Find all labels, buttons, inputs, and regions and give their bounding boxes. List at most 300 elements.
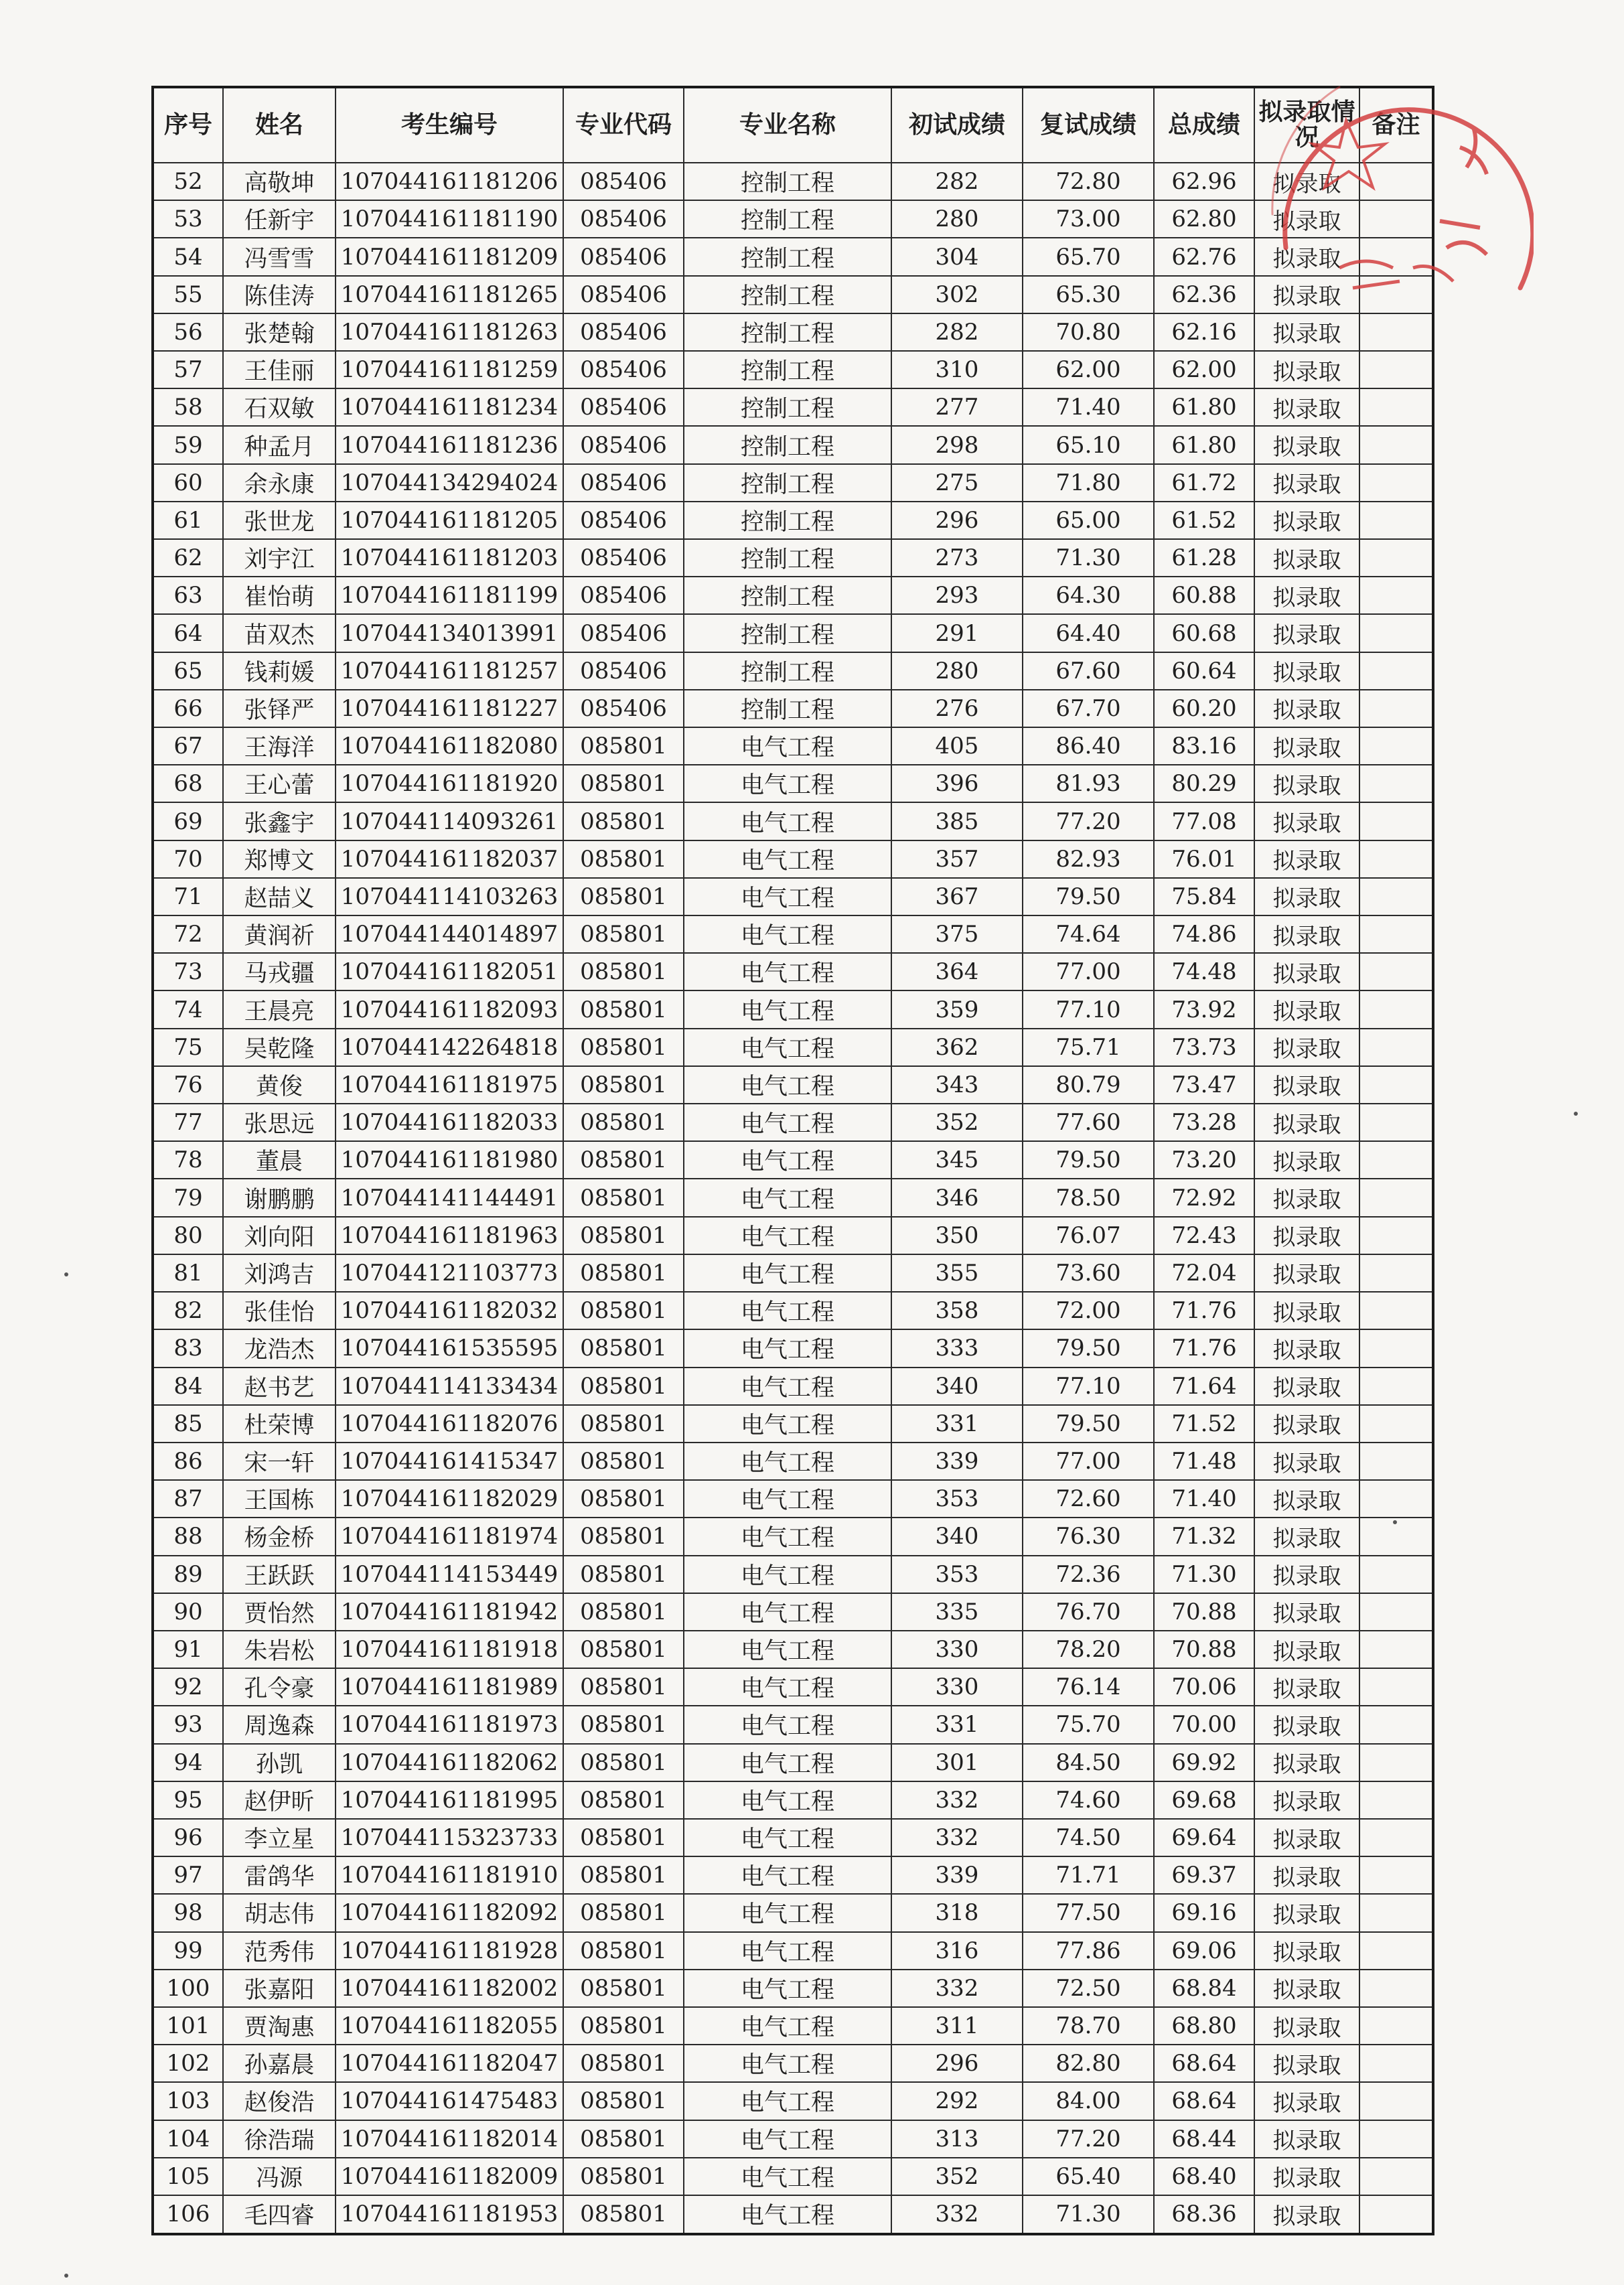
cell-remarks — [1359, 915, 1433, 953]
cell-major-name: 控制工程 — [684, 502, 891, 539]
cell-major-code: 085801 — [563, 990, 684, 1028]
cell-index: 71 — [153, 878, 223, 915]
cell-total-score: 61.80 — [1154, 426, 1254, 463]
cell-index: 87 — [153, 1480, 223, 1518]
cell-initial-score: 353 — [891, 1556, 1023, 1593]
cell-name: 李立星 — [223, 1819, 336, 1856]
cell-major-name: 电气工程 — [684, 1066, 891, 1104]
cell-admission-status: 拟录取 — [1254, 1932, 1359, 1970]
cell-initial-score: 304 — [891, 238, 1023, 275]
cell-total-score: 80.29 — [1154, 765, 1254, 802]
cell-initial-score: 296 — [891, 2045, 1023, 2082]
cell-initial-score: 332 — [891, 1819, 1023, 1856]
cell-total-score: 70.88 — [1154, 1593, 1254, 1631]
cell-index: 95 — [153, 1781, 223, 1819]
cell-major-name: 电气工程 — [684, 2120, 891, 2158]
cell-index: 100 — [153, 1970, 223, 2007]
cell-retest-score: 71.30 — [1023, 2195, 1154, 2234]
table-row — [153, 1819, 1433, 1856]
cell-index: 67 — [153, 727, 223, 765]
cell-initial-score: 345 — [891, 1141, 1023, 1179]
cell-remarks — [1359, 276, 1433, 313]
cell-retest-score: 70.80 — [1023, 313, 1154, 351]
cell-major-code: 085406 — [563, 577, 684, 614]
cell-major-name: 电气工程 — [684, 1254, 891, 1292]
cell-major-code: 085801 — [563, 1518, 684, 1555]
cell-name: 刘向阳 — [223, 1217, 336, 1254]
cell-candidate-id: 107044161182051 — [336, 953, 563, 990]
cell-remarks — [1359, 1254, 1433, 1292]
cell-remarks — [1359, 1819, 1433, 1856]
cell-retest-score: 79.50 — [1023, 1405, 1154, 1443]
cell-major-code: 085801 — [563, 2158, 684, 2195]
cell-remarks — [1359, 2120, 1433, 2158]
cell-admission-status: 拟录取 — [1254, 727, 1359, 765]
cell-major-code: 085801 — [563, 1405, 684, 1443]
cell-initial-score: 280 — [891, 652, 1023, 690]
cell-index: 63 — [153, 577, 223, 614]
cell-admission-status: 拟录取 — [1254, 1029, 1359, 1066]
cell-major-code: 085801 — [563, 915, 684, 953]
cell-admission-status: 拟录取 — [1254, 1480, 1359, 1518]
header-major-name: 专业名称 — [684, 87, 891, 163]
cell-name: 徐浩瑞 — [223, 2120, 336, 2158]
cell-index: 103 — [153, 2082, 223, 2120]
cell-major-code: 085801 — [563, 1932, 684, 1970]
cell-retest-score: 75.70 — [1023, 1706, 1154, 1743]
cell-retest-score: 72.36 — [1023, 1556, 1154, 1593]
table-row — [153, 1066, 1433, 1104]
cell-initial-score: 364 — [891, 953, 1023, 990]
cell-index: 97 — [153, 1856, 223, 1894]
cell-major-name: 电气工程 — [684, 1556, 891, 1593]
header-remarks: 备注 — [1359, 87, 1433, 163]
cell-major-name: 控制工程 — [684, 539, 891, 577]
table-row — [153, 727, 1433, 765]
cell-candidate-id: 107044134013991 — [336, 614, 563, 652]
cell-admission-status: 拟录取 — [1254, 2120, 1359, 2158]
cell-admission-status: 拟录取 — [1254, 1668, 1359, 1706]
cell-initial-score: 375 — [891, 915, 1023, 953]
cell-name: 崔怡萌 — [223, 577, 336, 614]
cell-major-name: 电气工程 — [684, 1518, 891, 1555]
table-row — [153, 2007, 1433, 2045]
cell-name: 杜荣博 — [223, 1405, 336, 1443]
cell-name: 张世龙 — [223, 502, 336, 539]
cell-major-name: 控制工程 — [684, 200, 891, 238]
table-row — [153, 276, 1433, 313]
cell-name: 种孟月 — [223, 426, 336, 463]
cell-total-score: 72.43 — [1154, 1217, 1254, 1254]
scan-speck — [64, 2274, 68, 2278]
cell-retest-score: 84.00 — [1023, 2082, 1154, 2120]
table-row — [153, 1141, 1433, 1179]
cell-admission-status: 拟录取 — [1254, 2158, 1359, 2195]
cell-retest-score: 79.50 — [1023, 1141, 1154, 1179]
cell-major-code: 085801 — [563, 1706, 684, 1743]
header-initial-score: 初试成绩 — [891, 87, 1023, 163]
cell-initial-score: 405 — [891, 727, 1023, 765]
cell-candidate-id: 107044114133434 — [336, 1368, 563, 1405]
cell-candidate-id: 107044115323733 — [336, 1819, 563, 1856]
cell-index: 73 — [153, 953, 223, 990]
table-row — [153, 1254, 1433, 1292]
cell-initial-score: 339 — [891, 1856, 1023, 1894]
cell-index: 83 — [153, 1329, 223, 1367]
cell-name: 马戎疆 — [223, 953, 336, 990]
cell-candidate-id: 107044161182009 — [336, 2158, 563, 2195]
cell-remarks — [1359, 426, 1433, 463]
table-row — [153, 1405, 1433, 1443]
cell-name: 张楚翰 — [223, 313, 336, 351]
cell-candidate-id: 107044161181942 — [336, 1593, 563, 1631]
cell-name: 周逸森 — [223, 1706, 336, 1743]
cell-admission-status: 拟录取 — [1254, 1329, 1359, 1367]
cell-retest-score: 64.30 — [1023, 577, 1154, 614]
cell-retest-score: 82.80 — [1023, 2045, 1154, 2082]
cell-admission-status: 拟录取 — [1254, 388, 1359, 426]
cell-remarks — [1359, 1932, 1433, 1970]
cell-major-name: 电气工程 — [684, 1329, 891, 1367]
cell-candidate-id: 107044161182033 — [336, 1104, 563, 1141]
cell-remarks — [1359, 1744, 1433, 1781]
cell-admission-status: 拟录取 — [1254, 652, 1359, 690]
cell-initial-score: 340 — [891, 1518, 1023, 1555]
table-row — [153, 1856, 1433, 1894]
header-major-code: 专业代码 — [563, 87, 684, 163]
cell-major-code: 085801 — [563, 953, 684, 990]
cell-initial-score: 353 — [891, 1480, 1023, 1518]
cell-total-score: 68.44 — [1154, 2120, 1254, 2158]
cell-remarks — [1359, 802, 1433, 840]
cell-admission-status: 拟录取 — [1254, 1706, 1359, 1743]
cell-candidate-id: 107044114093261 — [336, 802, 563, 840]
cell-admission-status: 拟录取 — [1254, 1970, 1359, 2007]
cell-total-score: 62.80 — [1154, 200, 1254, 238]
cell-total-score: 62.96 — [1154, 163, 1254, 200]
cell-name: 王国栋 — [223, 1480, 336, 1518]
cell-total-score: 70.06 — [1154, 1668, 1254, 1706]
cell-major-code: 085801 — [563, 1781, 684, 1819]
table-row — [153, 802, 1433, 840]
cell-admission-status: 拟录取 — [1254, 238, 1359, 275]
cell-major-name: 电气工程 — [684, 2195, 891, 2234]
cell-major-name: 控制工程 — [684, 163, 891, 200]
cell-admission-status: 拟录取 — [1254, 1593, 1359, 1631]
cell-admission-status: 拟录取 — [1254, 1179, 1359, 1216]
cell-index: 53 — [153, 200, 223, 238]
cell-candidate-id: 107044161181975 — [336, 1066, 563, 1104]
cell-name: 刘鸿吉 — [223, 1254, 336, 1292]
cell-total-score: 73.73 — [1154, 1029, 1254, 1066]
cell-initial-score: 292 — [891, 2082, 1023, 2120]
cell-total-score: 61.28 — [1154, 539, 1254, 577]
cell-admission-status: 拟录取 — [1254, 1066, 1359, 1104]
cell-name: 胡志伟 — [223, 1894, 336, 1931]
cell-admission-status: 拟录取 — [1254, 1141, 1359, 1179]
cell-remarks — [1359, 1368, 1433, 1405]
cell-major-name: 控制工程 — [684, 464, 891, 502]
cell-major-code: 085801 — [563, 1556, 684, 1593]
cell-major-code: 085406 — [563, 652, 684, 690]
cell-major-name: 电气工程 — [684, 1781, 891, 1819]
cell-remarks — [1359, 1894, 1433, 1931]
cell-admission-status: 拟录取 — [1254, 2007, 1359, 2045]
table-row — [153, 765, 1433, 802]
cell-initial-score: 333 — [891, 1329, 1023, 1367]
cell-index: 102 — [153, 2045, 223, 2082]
table-body — [153, 163, 1433, 2234]
table-row — [153, 1217, 1433, 1254]
cell-initial-score: 346 — [891, 1179, 1023, 1216]
cell-remarks — [1359, 1066, 1433, 1104]
cell-index: 66 — [153, 690, 223, 727]
cell-retest-score: 77.20 — [1023, 2120, 1154, 2158]
cell-total-score: 60.64 — [1154, 652, 1254, 690]
header-retest-score: 复试成绩 — [1023, 87, 1154, 163]
cell-index: 85 — [153, 1405, 223, 1443]
cell-name: 黄俊 — [223, 1066, 336, 1104]
cell-candidate-id: 107044144014897 — [336, 915, 563, 953]
cell-admission-status: 拟录取 — [1254, 1631, 1359, 1668]
cell-retest-score: 65.40 — [1023, 2158, 1154, 2195]
table-row — [153, 1932, 1433, 1970]
cell-index: 91 — [153, 1631, 223, 1668]
cell-total-score: 62.76 — [1154, 238, 1254, 275]
cell-index: 60 — [153, 464, 223, 502]
table-row — [153, 1029, 1433, 1066]
cell-remarks — [1359, 2007, 1433, 2045]
cell-admission-status: 拟录取 — [1254, 1368, 1359, 1405]
cell-retest-score: 77.00 — [1023, 1443, 1154, 1480]
cell-retest-score: 74.50 — [1023, 1819, 1154, 1856]
cell-remarks — [1359, 2158, 1433, 2195]
table-row — [153, 652, 1433, 690]
header-index: 序号 — [153, 87, 223, 163]
cell-admission-status: 拟录取 — [1254, 313, 1359, 351]
cell-index: 58 — [153, 388, 223, 426]
cell-total-score: 60.88 — [1154, 577, 1254, 614]
cell-major-code: 085406 — [563, 200, 684, 238]
cell-remarks — [1359, 1631, 1433, 1668]
cell-candidate-id: 107044161181995 — [336, 1781, 563, 1819]
cell-retest-score: 77.10 — [1023, 990, 1154, 1028]
header-total-score: 总成绩 — [1154, 87, 1254, 163]
cell-initial-score: 357 — [891, 840, 1023, 878]
table-row — [153, 426, 1433, 463]
table-row — [153, 2195, 1433, 2234]
cell-retest-score: 65.00 — [1023, 502, 1154, 539]
cell-retest-score: 72.00 — [1023, 1292, 1154, 1329]
table-row — [153, 840, 1433, 878]
cell-name: 张铎严 — [223, 690, 336, 727]
cell-index: 98 — [153, 1894, 223, 1931]
cell-initial-score: 343 — [891, 1066, 1023, 1104]
cell-major-code: 085801 — [563, 1292, 684, 1329]
cell-total-score: 69.37 — [1154, 1856, 1254, 1894]
cell-retest-score: 76.07 — [1023, 1217, 1154, 1254]
scan-speck — [1393, 1520, 1397, 1524]
cell-index: 89 — [153, 1556, 223, 1593]
cell-index: 84 — [153, 1368, 223, 1405]
cell-total-score: 72.92 — [1154, 1179, 1254, 1216]
cell-major-name: 电气工程 — [684, 878, 891, 915]
cell-candidate-id: 107044141144491 — [336, 1179, 563, 1216]
cell-major-name: 电气工程 — [684, 1292, 891, 1329]
table-row — [153, 351, 1433, 388]
cell-major-code: 085801 — [563, 1970, 684, 2007]
cell-index: 76 — [153, 1066, 223, 1104]
cell-remarks — [1359, 163, 1433, 200]
cell-candidate-id: 107044161475483 — [336, 2082, 563, 2120]
cell-major-code: 085801 — [563, 1894, 684, 1931]
table-row — [153, 2120, 1433, 2158]
cell-admission-status: 拟录取 — [1254, 464, 1359, 502]
cell-initial-score: 331 — [891, 1706, 1023, 1743]
cell-major-name: 电气工程 — [684, 2082, 891, 2120]
cell-major-name: 电气工程 — [684, 1029, 891, 1066]
cell-admission-status: 拟录取 — [1254, 1405, 1359, 1443]
cell-total-score: 72.04 — [1154, 1254, 1254, 1292]
cell-major-code: 085801 — [563, 1329, 684, 1367]
cell-major-code: 085801 — [563, 1368, 684, 1405]
cell-index: 78 — [153, 1141, 223, 1179]
table-row — [153, 1744, 1433, 1781]
cell-admission-status: 拟录取 — [1254, 802, 1359, 840]
cell-initial-score: 276 — [891, 690, 1023, 727]
cell-initial-score: 318 — [891, 1894, 1023, 1931]
cell-major-name: 电气工程 — [684, 915, 891, 953]
cell-retest-score: 73.60 — [1023, 1254, 1154, 1292]
cell-total-score: 83.16 — [1154, 727, 1254, 765]
cell-total-score: 73.28 — [1154, 1104, 1254, 1141]
cell-initial-score: 352 — [891, 1104, 1023, 1141]
table-row — [153, 238, 1433, 275]
cell-admission-status: 拟录取 — [1254, 1744, 1359, 1781]
cell-admission-status: 拟录取 — [1254, 614, 1359, 652]
table-row — [153, 2082, 1433, 2120]
cell-retest-score: 72.50 — [1023, 1970, 1154, 2007]
cell-total-score: 68.64 — [1154, 2082, 1254, 2120]
cell-admission-status: 拟录取 — [1254, 878, 1359, 915]
cell-remarks — [1359, 690, 1433, 727]
cell-initial-score: 316 — [891, 1932, 1023, 1970]
cell-candidate-id: 107044161182080 — [336, 727, 563, 765]
table-row — [153, 539, 1433, 577]
cell-name: 刘宇江 — [223, 539, 336, 577]
cell-remarks — [1359, 2195, 1433, 2234]
cell-total-score: 71.76 — [1154, 1329, 1254, 1367]
cell-retest-score: 77.86 — [1023, 1932, 1154, 1970]
cell-remarks — [1359, 351, 1433, 388]
cell-initial-score: 330 — [891, 1668, 1023, 1706]
cell-remarks — [1359, 200, 1433, 238]
cell-candidate-id: 107044161182062 — [336, 1744, 563, 1781]
cell-retest-score: 72.60 — [1023, 1480, 1154, 1518]
cell-name: 孔令豪 — [223, 1668, 336, 1706]
cell-major-name: 电气工程 — [684, 1894, 891, 1931]
cell-retest-score: 74.60 — [1023, 1781, 1154, 1819]
cell-major-name: 控制工程 — [684, 614, 891, 652]
cell-candidate-id: 107044161182032 — [336, 1292, 563, 1329]
cell-major-code: 085801 — [563, 1819, 684, 1856]
cell-name: 张思远 — [223, 1104, 336, 1141]
cell-admission-status: 拟录取 — [1254, 1217, 1359, 1254]
cell-initial-score: 332 — [891, 1781, 1023, 1819]
cell-initial-score: 301 — [891, 1744, 1023, 1781]
cell-remarks — [1359, 1141, 1433, 1179]
cell-total-score: 71.40 — [1154, 1480, 1254, 1518]
cell-index: 54 — [153, 238, 223, 275]
cell-retest-score: 82.93 — [1023, 840, 1154, 878]
cell-major-code: 085406 — [563, 238, 684, 275]
admission-table — [151, 86, 1434, 2235]
cell-total-score: 73.20 — [1154, 1141, 1254, 1179]
cell-major-name: 电气工程 — [684, 2045, 891, 2082]
table-row — [153, 1179, 1433, 1216]
cell-total-score: 69.68 — [1154, 1781, 1254, 1819]
cell-major-code: 085801 — [563, 1217, 684, 1254]
cell-admission-status: 拟录取 — [1254, 1781, 1359, 1819]
cell-major-code: 085406 — [563, 690, 684, 727]
cell-retest-score: 81.93 — [1023, 765, 1154, 802]
cell-major-name: 电气工程 — [684, 1480, 891, 1518]
cell-major-code: 085801 — [563, 1254, 684, 1292]
cell-candidate-id: 107044161535595 — [336, 1329, 563, 1367]
cell-index: 74 — [153, 990, 223, 1028]
scan-speck — [1574, 1112, 1578, 1116]
cell-total-score: 62.36 — [1154, 276, 1254, 313]
cell-index: 70 — [153, 840, 223, 878]
cell-major-code: 085801 — [563, 1141, 684, 1179]
cell-name: 谢鹏鹏 — [223, 1179, 336, 1216]
cell-name: 龙浩杰 — [223, 1329, 336, 1367]
cell-admission-status: 拟录取 — [1254, 840, 1359, 878]
cell-major-name: 控制工程 — [684, 388, 891, 426]
table-row — [153, 1518, 1433, 1555]
cell-major-code: 085801 — [563, 2195, 684, 2234]
cell-candidate-id: 107044142264818 — [336, 1029, 563, 1066]
cell-total-score: 61.72 — [1154, 464, 1254, 502]
cell-major-code: 085801 — [563, 2007, 684, 2045]
cell-retest-score: 76.30 — [1023, 1518, 1154, 1555]
cell-initial-score: 311 — [891, 2007, 1023, 2045]
cell-candidate-id: 107044161181236 — [336, 426, 563, 463]
cell-initial-score: 335 — [891, 1593, 1023, 1631]
cell-admission-status: 拟录取 — [1254, 990, 1359, 1028]
cell-major-code: 085801 — [563, 727, 684, 765]
table-row — [153, 1480, 1433, 1518]
cell-initial-score: 282 — [891, 313, 1023, 351]
cell-candidate-id: 107044161182037 — [336, 840, 563, 878]
cell-initial-score: 313 — [891, 2120, 1023, 2158]
cell-total-score: 76.01 — [1154, 840, 1254, 878]
header-name: 姓名 — [223, 87, 336, 163]
header-candidate-id: 考生编号 — [336, 87, 563, 163]
cell-retest-score: 75.71 — [1023, 1029, 1154, 1066]
cell-major-name: 电气工程 — [684, 1631, 891, 1668]
cell-candidate-id: 107044114103263 — [336, 878, 563, 915]
cell-admission-status: 拟录取 — [1254, 1292, 1359, 1329]
cell-major-code: 085801 — [563, 1104, 684, 1141]
cell-major-code: 085801 — [563, 1443, 684, 1480]
cell-candidate-id: 107044161182002 — [336, 1970, 563, 2007]
cell-major-code: 085801 — [563, 1029, 684, 1066]
cell-total-score: 62.16 — [1154, 313, 1254, 351]
cell-major-name: 电气工程 — [684, 990, 891, 1028]
cell-remarks — [1359, 1104, 1433, 1141]
cell-remarks — [1359, 652, 1433, 690]
